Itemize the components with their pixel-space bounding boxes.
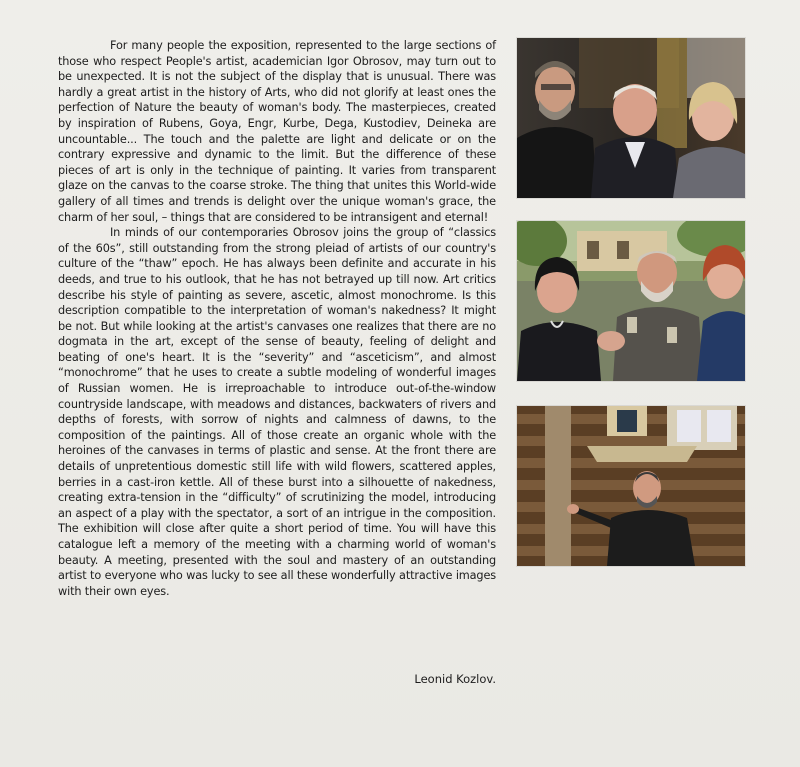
article-text (58, 38, 496, 599)
article-paragraph-2: In minds of our contemporaries Obrosov joins the group of “classics of the 60s”, still outstanding from the strong pleiad of artists of our country's culture of the “thaw” epoch. He has always been definite and accurate in his deeds, and true to his outlook, that he has not betrayed up till now. Art critics describe his style of painting as severe, ascetic, almost monochrome. Is this description compatible to the interpretation of woman's nakedness? It might be not. But while looking at the artist's canvases one realizes that there are no dogmata in the art, except of the sense of beauty, feeling of delight and beating of one's heart. It is the “severity” and “asceticism”, and almost “monochrome” that he uses to create a subtle modeling of wonderful images of Russian women. He is irreproachable to introduce out-of-the-window countryside landscape, with meadows and distances, backwaters of rivers and depths of forests, with sorrow of nights and calmness of dawns, to the composition of the paintings. All of those create an organic whole with the heroines of the canvases in terms of plastic and sense. At the front there are details of unpretentious domestic still life with wild flowers, scattered apples, berries in a cast-iron kettle. All of these burst into a silhouette of nakedness, creating extra-tension in the “difficulty” of scrutinizing the model, introducing an aspect of a play with the spectator, a sort of an intrigue in the composition. The exhibition will close after quite a short period of time. You will have this catalogue left a memory of the meeting with a charming world of woman's beauty. A meeting, presented with the soul and mastery of an outstanding artist to everyone who was lucky to see all these wonderfully attractive images with their own eyes. (58, 226, 496, 598)
man-by-wooden-house-photo (517, 406, 745, 566)
group-outdoor-toast-photo (517, 221, 745, 381)
three-people-in-gallery-photo (517, 38, 745, 198)
article-paragraph-1: For many people the exposition, represented to the large sections of those who respect People's artist, academician Igor Obrosov, may turn out to be unexpected. It is not the subject of the display that is unusual. There was hardly a great artist in the history of Arts, who did not glorify at least ones the perfection of Nature the beauty of woman's body. The masterpieces, created by inspiration of Rubens, Goya, Engr, Kurbe, Dega, Kustodiev, Deineka are uncountable... The touch and the palette are light and delicate or on the contrary expressive and dynamic to the limit. But the difference of these pieces of art is only in the technique of painting. It varies from transparent glaze on the canvas to the coarse stroke. The thing that unites this World-wide gallery of all times and trends is delight over the unique woman's grace, the charm of her soul, – things that are considered to be intransigent and eternal! (58, 39, 496, 224)
author-signature: Leonid Kozlov. (414, 672, 496, 686)
